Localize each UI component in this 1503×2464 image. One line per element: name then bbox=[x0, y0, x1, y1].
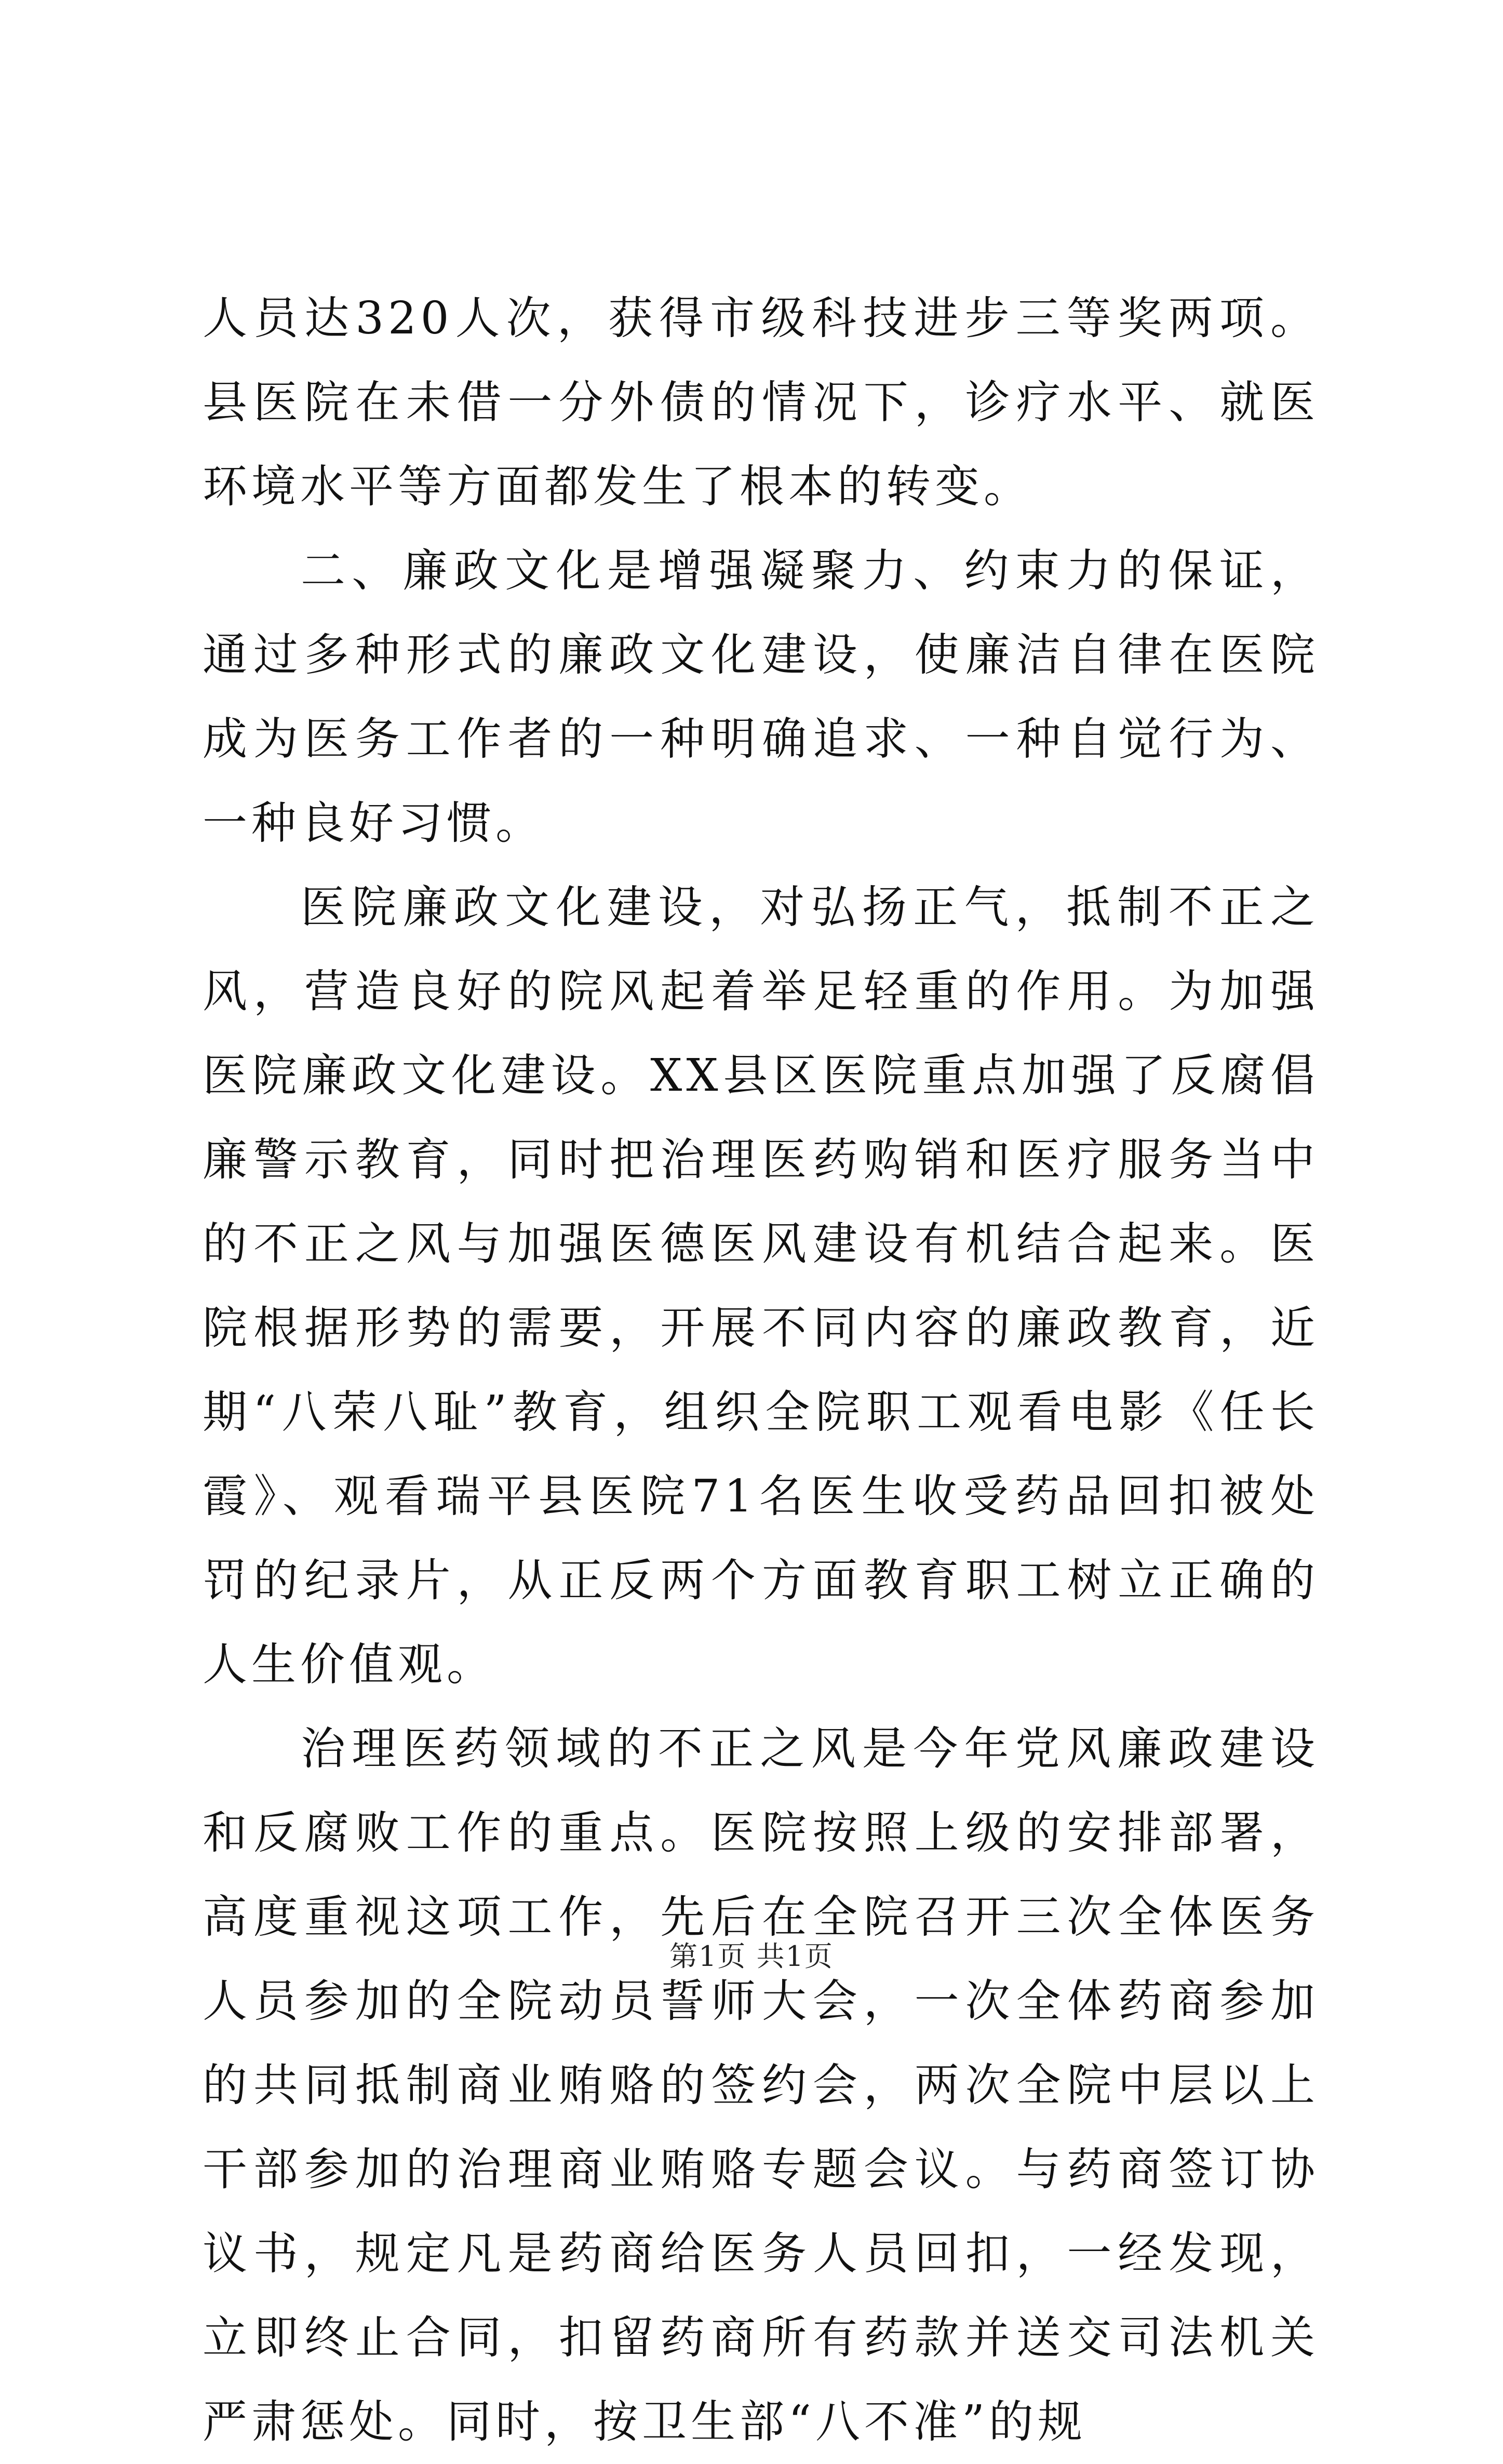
paragraph-section-two-heading: 二、廉政文化是增强凝聚力、约束力的保证，通过多种形式的廉政文化建设，使廉洁自律在医院成为医务工作者的一种明确追求、一种自觉行为、一种良好习惯。 bbox=[203, 545, 1319, 849]
document-body bbox=[203, 276, 1319, 2464]
page-footer: 第1页 共1页 bbox=[669, 1940, 834, 1973]
paragraph-integrity-culture: 医院廉政文化建设，对弘扬正气，抵制不正之风，营造良好的院风起着举足轻重的作用。为加强医院廉政文化建设。XX县区医院重点加强了反腐倡廉警示教育，同时把治理医药购销和医疗服务当中的不正之风与加强医德医风建设有机结合起来。医院根据形势的需要，开展不同内容的廉政教育，近期“八荣八耻”教育，组织全院职工观看电影《任长霞》、观看瑞平县医院71名医生收受药品回扣被处罚的纪录片，从正反两个方面教育职工树立正确的人生价值观。 bbox=[203, 881, 1319, 1691]
paragraph-anti-corruption: 治理医药领域的不正之风是今年党风廉政建设和反腐败工作的重点。医院按照上级的安排部署，高度重视这项工作，先后在全院召开三次全体医务人员参加的全院动员誓师大会，一次全体药商参加的共同抵制商业贿赂的签约会，两次全院中层以上干部参加的治理商业贿赂专题会议。与药商签订协议书，规定凡是药商给医务人员回扣，一经发现，立即终止合同，扣留药商所有药款并送交司法机关严肃惩处。同时，按卫生部“八不准”的规 bbox=[203, 1723, 1319, 2448]
paragraph-continuation: 人员达320人次，获得市级科技进步三等奖两项。县医院在未借一分外债的情况下，诊疗水平、就医环境水平等方面都发生了根本的转变。 bbox=[203, 292, 1319, 513]
